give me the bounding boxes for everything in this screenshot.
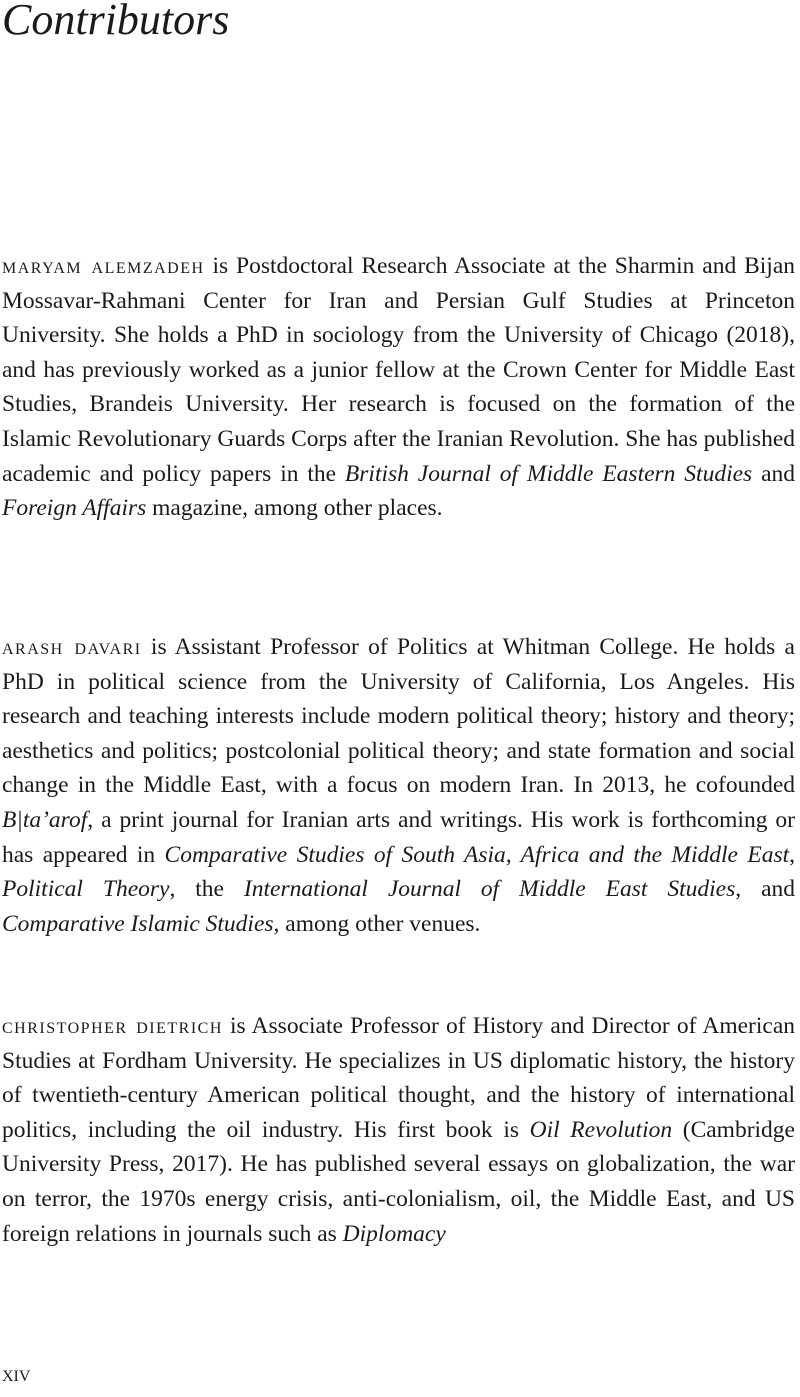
italic-title: British Journal of Middle Eastern Studies — [344, 460, 753, 487]
italic-title: Political Theory — [2, 876, 170, 903]
contributor-bio — [2, 1009, 795, 1251]
bio-text: is Associate Professor of History and Director of American Studies at Fordham University. He specializes in US diplomatic history, the history of twentieth-century American political thought, and the history of international politics, including the oil industry. His first book is — [2, 1013, 795, 1143]
bio-text: and — [752, 460, 796, 487]
italic-title: International Journal of Middle East Studies — [243, 876, 736, 903]
italic-title: Oil Revolution — [529, 1116, 673, 1143]
bio-text: , — [789, 841, 796, 868]
contributor-bio — [2, 249, 795, 526]
bio-text: is Assistant Professor of Politics at Whitman College. He holds a PhD in political science from the University of California, Los Angeles. His research and teaching interests include modern political theory; history and theory; aesthetics and politics; postcolonial political theory; and state formation and social change in the Middle East, with a focus on modern Iran. In 2013, he cofounded — [2, 634, 795, 799]
bio-text: , among other venues. — [273, 910, 481, 937]
bio-text: is Postdoctoral Research Associate at the Sharmin and Bijan Mossavar-Rahmani Center for Iran and Persian Gulf Studies at Princeton University. She holds a PhD in sociology from the University of Chicago (2018), and has previously worked as a junior fellow at the Crown Center for Middle East Studies, Brandeis University. Her research is focused on the formation of the Islamic Revolutionary Guards Corps after the Iranian Revolution. She has published academic and policy papers in the — [2, 253, 795, 487]
bio-text: (Cambridge University Press, 2017). He has published several essays on globalization, the war on terror, the 1970s energy crisis, anti-colonialism, oil, the Middle East, and US foreign relations in journals such as — [2, 1116, 795, 1247]
bio-text: , a print journal for Iranian arts and writings. His work is forthcoming or has appeared in — [2, 806, 795, 868]
contributor-bio — [2, 630, 795, 941]
bio-text: , the — [169, 876, 244, 903]
italic-title: Comparative Islamic Studies — [2, 910, 274, 937]
page-title: Contributors — [2, 0, 230, 44]
italic-title: Diplomacy — [342, 1220, 446, 1247]
italic-title: Foreign Affairs — [2, 495, 147, 522]
contributor-name: maryam alemzadeh — [2, 253, 205, 279]
bio-text: , and — [735, 876, 795, 903]
page-number: xiv — [2, 1361, 31, 1387]
contributor-name: christopher dietrich — [2, 1013, 223, 1039]
contributor-name: arash davari — [2, 634, 142, 660]
italic-title: B|ta’arof — [2, 806, 88, 833]
italic-title: Comparative Studies of South Asia, Africa and the Middle East — [164, 841, 790, 868]
bio-text: magazine, among other places. — [146, 495, 443, 522]
